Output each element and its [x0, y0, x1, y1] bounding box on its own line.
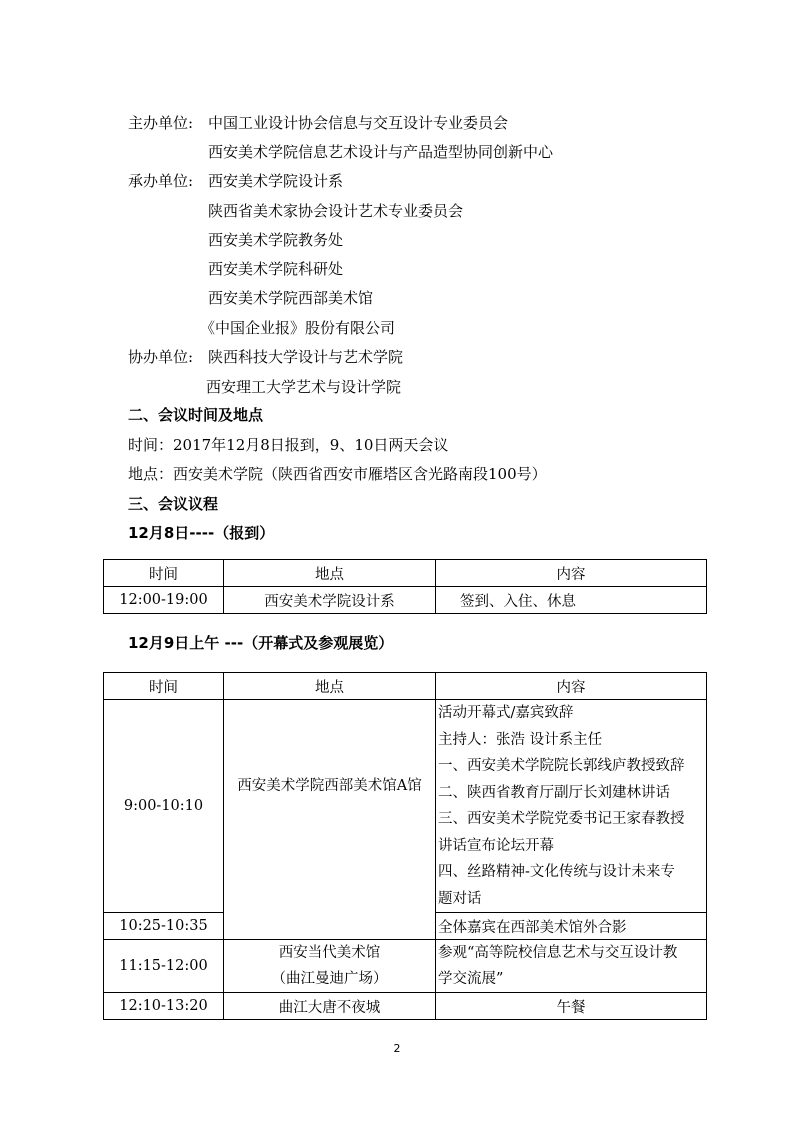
agenda-line-8: 题对话 — [438, 890, 482, 907]
exhibition-place-line-2: （曲江曼迪广场） — [271, 971, 388, 987]
day2-heading: 12月9日上午 ---（开幕式及参观展览） — [128, 634, 394, 652]
exhibition-place-line-1: 西安当代美术馆 — [278, 945, 381, 961]
day1-header-place: 地点 — [224, 560, 436, 587]
undertake-org-5: 西安美术学院西部美术馆 — [208, 289, 374, 307]
undertake-org-1: 西安美术学院设计系 — [208, 172, 344, 190]
day2-table — [103, 672, 707, 1020]
agenda-line-1: 活动开幕式/嘉宾致辞 — [438, 705, 574, 721]
exhibition-content — [436, 940, 707, 993]
exhibition-line-2: 学交流展” — [438, 971, 504, 987]
undertake-org-3: 西安美术学院教务处 — [208, 231, 344, 249]
day1-table — [103, 559, 707, 614]
agenda-line-4: 二、陕西省教育厅副厅长刘建林讲话 — [438, 784, 670, 801]
opening-time: 9:00-10:10 — [104, 700, 224, 913]
day1-place: 西安美术学院设计系 — [224, 587, 436, 614]
lunch-place: 曲江大唐不夜城 — [224, 993, 436, 1020]
assist-org-1: 陕西科技大学设计与艺术学院 — [208, 348, 404, 366]
undertake-label: 承办单位: — [128, 172, 194, 190]
day1-header-content: 内容 — [436, 560, 707, 587]
agenda-line-7: 四、丝路精神-文化传统与设计未来专 — [438, 864, 675, 880]
assist-org-2: 西安理工大学艺术与设计学院 — [206, 378, 402, 396]
exhibition-place — [224, 940, 436, 993]
lunch-content: 午餐 — [436, 993, 707, 1020]
day1-content: 签到、入住、休息 — [436, 587, 707, 614]
meeting-place: 地点：西安美术学院（陕西省西安市雁塔区含光路南段100号） — [128, 465, 547, 483]
host-org-1: 中国工业设计协会信息与交互设计专业委员会 — [208, 114, 509, 132]
day2-header-time: 时间 — [104, 673, 224, 700]
exhibition-line-1: 参观“高等院校信息艺术与交互设计教 — [438, 945, 678, 961]
host-org-2: 西安美术学院信息艺术设计与产品造型协同创新中心 — [208, 143, 554, 161]
lunch-time: 12:10-13:20 — [104, 993, 224, 1020]
undertake-org-6: 《中国企业报》股份有限公司 — [200, 319, 396, 337]
day2-header-content: 内容 — [436, 673, 707, 700]
day1-time: 12:00-19:00 — [104, 587, 224, 614]
meeting-time: 时间：2017年12月8日报到，9、10日两天会议 — [128, 436, 449, 454]
exhibition-time: 11:15-12:00 — [104, 940, 224, 993]
undertake-org-2: 陕西省美术家协会设计艺术专业委员会 — [208, 202, 464, 220]
assist-label: 协办单位: — [128, 348, 194, 366]
photo-time: 10:25-10:35 — [104, 913, 224, 940]
opening-place: 西安美术学院西部美术馆A馆 — [224, 700, 436, 940]
undertake-org-4: 西安美术学院科研处 — [208, 260, 344, 278]
day1-header-time: 时间 — [104, 560, 224, 587]
agenda-line-6: 讲话宣布论坛开幕 — [438, 837, 554, 854]
section3-heading: 三、会议议程 — [128, 495, 219, 513]
page-number: 2 — [393, 1042, 401, 1055]
day1-heading: 12月8日----（报到） — [128, 524, 275, 542]
photo-content: 全体嘉宾在西部美术馆外合影 — [436, 913, 707, 940]
host-label: 主办单位: — [128, 114, 194, 132]
agenda-line-2: 主持人：张浩 设计系主任 — [438, 731, 603, 748]
agenda-line-3: 一、西安美术学院院长郭线庐教授致辞 — [438, 758, 685, 774]
day2-header-place: 地点 — [224, 673, 436, 700]
opening-content — [436, 700, 707, 913]
agenda-line-5: 三、西安美术学院党委书记王家春教授 — [438, 811, 685, 827]
section2-heading: 二、会议时间及地点 — [128, 406, 264, 424]
